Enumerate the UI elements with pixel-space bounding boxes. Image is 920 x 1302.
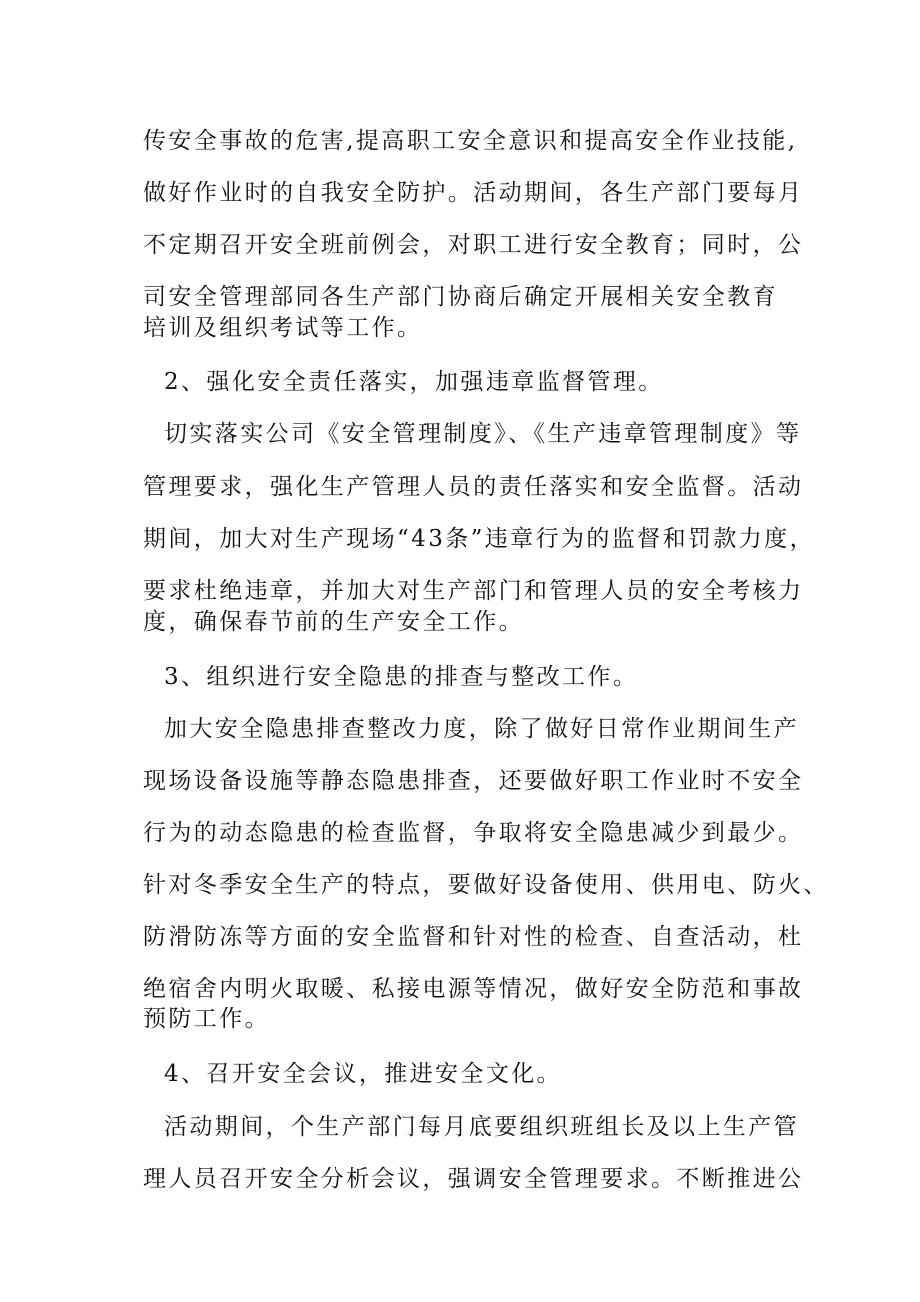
text-line: 行为的动态隐患的检查监督，争取将安全隐患减少到最少。 <box>143 820 804 846</box>
text-line: 培训及组织考试等工作。 <box>143 315 423 341</box>
text-line: 加大安全隐患排查整改力度，除了做好日常作业期间生产 <box>164 716 799 742</box>
text-line: 做好作业时的自我安全防护。活动期间，各生产部门要每月 <box>143 180 804 206</box>
text-line: 预防工作。 <box>143 1006 270 1032</box>
text-line: 防滑防冻等方面的安全监督和针对性的检查、自查活动，杜 <box>143 924 804 950</box>
text-line: 度，确保春节前的生产安全工作。 <box>143 609 524 635</box>
text-line: 不定期召开安全班前例会，对职工进行安全教育；同时，公 <box>143 232 804 258</box>
section-heading: 3、组织进行安全隐患的排查与整改工作。 <box>164 664 639 690</box>
text-line: 传安全事故的危害,提高职工安全意识和提高安全作业技能, <box>143 128 798 154</box>
text-line: 要求杜绝违章，并加大对生产部门和管理人员的安全考核力 <box>143 578 804 604</box>
text-line: 活动期间，个生产部门每月底要组织班组长及以上生产管 <box>164 1114 799 1140</box>
text-line: 期间，加大对生产现场“43条”违章行为的监督和罚款力度， <box>143 526 815 552</box>
text-line: 绝宿舍内明火取暖、私接电源等情况，做好安全防范和事故 <box>143 976 804 1002</box>
text-line: 理人员召开安全分析会议，强调安全管理要求。不断推进公 <box>143 1166 804 1192</box>
section-heading: 4、召开安全会议，推进安全文化。 <box>164 1061 563 1087</box>
text-line: 司安全管理部同各生产部门协商后确定开展相关安全教育 <box>143 284 778 310</box>
text-line: 现场设备设施等静态隐患排查，还要做好职工作业时不安全 <box>143 768 804 794</box>
text-line: 管理要求，强化生产管理人员的责任落实和安全监督。活动 <box>143 474 804 500</box>
text-line: 切实落实公司《安全管理制度》、《生产违章管理制度》等 <box>164 421 802 447</box>
section-heading: 2、强化安全责任落实，加强违章监督管理。 <box>164 369 664 395</box>
text-line: 针对冬季安全生产的特点，要做好设备使用、供用电、防火、 <box>143 872 829 898</box>
